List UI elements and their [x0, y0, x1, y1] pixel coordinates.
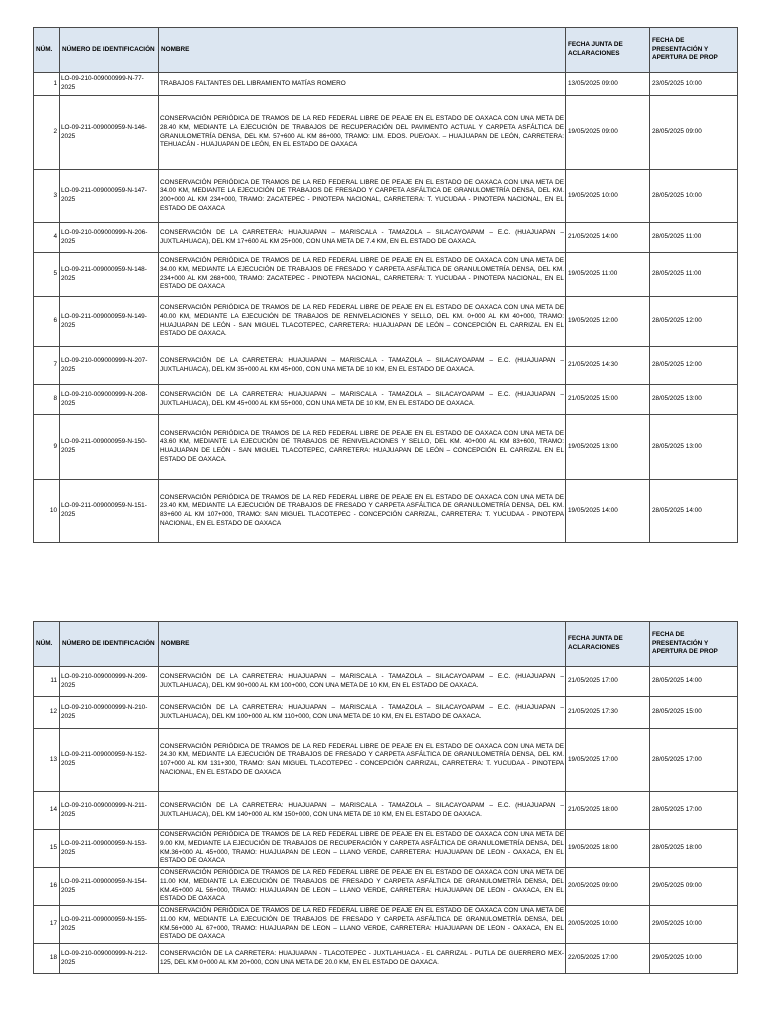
- row-num: 6: [34, 297, 60, 347]
- row-nombre: CONSERVACIÓN PERIÓDICA DE TRAMOS DE LA RED FEDERAL LIBRE DE PEAJE EN EL ESTADO DE OAXACA CON UNA META DE 28.40 KM, MEDIANTE LA EJECUCIÓN DE TRABAJOS DE RECUPERACIÓN DEL PAVIMENTO ACTUAL Y CARPETA ASFÁLTICA DE GRANULOMETRÍA DENSA, DEL KM. 57+600 AL KM 86+000, TRAMO: LIM. EDOS. PUE/OAX. – HUAJUAPAN DE LEÓN, CARRETERA: TEHUACÁN - HUAJUAPAN DE LEÓN, EN EL ESTADO DE OAXACA: [159, 96, 566, 170]
- header-fecha-junta: FECHA JUNTA DE ACLARACIONES: [566, 28, 650, 73]
- table-row: [34, 297, 738, 347]
- row-num: 8: [34, 385, 60, 415]
- table-row: [34, 415, 738, 480]
- row-fecha-apertura: 28/05/2025 09:00: [650, 96, 738, 170]
- table-row: [34, 170, 738, 223]
- row-nombre: CONSERVACIÓN DE LA CARRETERA: HUAJUAPAN – MARISCALA - TAMAZOLA – SILACAYOAPAM – E.C. (HUAJUAPAN – JUXTLAHUACA), DEL KM 90+000 AL KM 100+000, CON UNA META DE 10 KM, EN EL ESTADO DE OAXACA.: [159, 667, 566, 697]
- table-row: [34, 253, 738, 297]
- row-fecha-apertura: 28/05/2025 13:00: [650, 415, 738, 480]
- table-row: [34, 347, 738, 385]
- header-num: NÚM.: [34, 622, 60, 667]
- row-fecha-junta: 21/05/2025 14:30: [566, 347, 650, 385]
- row-id: LO-09-210-009000999-N-77-2025: [60, 73, 159, 96]
- header-num: NÚM.: [34, 28, 60, 73]
- row-num: 17: [34, 906, 60, 944]
- row-id: LO-09-211-009000959-N-153-2025: [60, 830, 159, 868]
- table-row: [34, 223, 738, 253]
- row-id: LO-09-211-009000959-N-151-2025: [60, 480, 159, 543]
- row-nombre: CONSERVACIÓN PERIÓDICA DE TRAMOS DE LA RED FEDERAL LIBRE DE PEAJE EN EL ESTADO DE OAXACA CON UNA META DE 23.40 KM, MEDIANTE LA EJECUCIÓN DE TRABAJOS DE FRESADO Y CARPETA ASFÁLTICA DE GRANULOMETRÍA DENSA, DEL KM. 83+600 AL KM 107+000, TRAMO: SAN MIGUEL TLACOTEPEC - CONCEPCIÓN CARRIZAL, CARRETERA: T. YUCUDAA - PINOTEPA NACIONAL, EN EL ESTADO DE OAXACA: [159, 480, 566, 543]
- row-id: LO-09-211-009000959-N-147-2025: [60, 170, 159, 223]
- row-nombre: CONSERVACIÓN DE LA CARRETERA: HUAJUAPAN – MARISCALA - TAMAZOLA – SILACAYOAPAM – E.C. (HUAJUAPAN – JUXTLAHUACA), DEL KM 100+000 AL KM 110+000, CON UNA META DE 10 KM, EN EL ESTADO DE OAXACA.: [159, 697, 566, 729]
- table-row: [34, 667, 738, 697]
- row-id: LO-09-211-009000959-N-150-2025: [60, 415, 159, 480]
- tenders-table-2: [33, 621, 738, 974]
- row-fecha-apertura: 28/05/2025 11:00: [650, 253, 738, 297]
- row-num: 15: [34, 830, 60, 868]
- row-num: 14: [34, 792, 60, 830]
- row-id: LO-09-211-009000959-N-154-2025: [60, 868, 159, 906]
- header-fecha-presentacion: FECHA DE PRESENTACIÓN Y APERTURA DE PROP: [650, 28, 738, 73]
- row-fecha-junta: 19/05/2025 12:00: [566, 297, 650, 347]
- row-fecha-apertura: 28/05/2025 14:00: [650, 480, 738, 543]
- row-fecha-junta: 19/05/2025 18:00: [566, 830, 650, 868]
- row-num: 18: [34, 944, 60, 974]
- table-row: [34, 868, 738, 906]
- row-fecha-junta: 13/05/2025 09:00: [566, 73, 650, 96]
- row-fecha-apertura: 28/05/2025 17:00: [650, 792, 738, 830]
- table-row: [34, 96, 738, 170]
- row-fecha-apertura: 28/05/2025 15:00: [650, 697, 738, 729]
- row-id: LO-09-211-009000959-N-148-2025: [60, 253, 159, 297]
- row-nombre: CONSERVACIÓN PERIÓDICA DE TRAMOS DE LA RED FEDERAL LIBRE DE PEAJE EN EL ESTADO DE OAXACA CON UNA META DE 34.00 KM, MEDIANTE LA EJECUCIÓN DE TRABAJOS DE FRESADO Y CARPETA ASFÁLTICA DE GRANULOMETRÍA DENSA, DEL KM. 234+000 AL KM 268+000, TRAMO: ZACATEPEC - PINOTEPA NACIONAL, CARRETERA: T. YUCUDAA - PINOTEPA NACIONAL, EN EL ESTADO DE OAXACA: [159, 253, 566, 297]
- table-row: [34, 73, 738, 96]
- row-fecha-junta: 19/05/2025 09:00: [566, 96, 650, 170]
- row-id: LO-09-210-009000999-N-209-2025: [60, 667, 159, 697]
- table-header-row: [34, 28, 738, 73]
- row-nombre: CONSERVACIÓN PERIÓDICA DE TRAMOS DE LA RED FEDERAL LIBRE DE PEAJE EN EL ESTADO DE OAXACA CON UNA META DE 11.00 KM, MEDIANTE LA EJECUCIÓN DE TRABAJOS DE FRESADO Y CARPETA ASFÁLTICA DE GRANULOMETRÍA DENSA, DEL KM.56+000 AL 67+000, TRAMO: HUAJUAPAN DE LEON – LLANO VERDE, CARRETERA: HUAJUAPAN DE LEON - OAXACA, EN EL ESTADO DE OAXACA: [159, 906, 566, 944]
- row-num: 16: [34, 868, 60, 906]
- row-id: LO-09-210-009000999-N-210-2025: [60, 697, 159, 729]
- header-nombre: NOMBRE: [159, 28, 566, 73]
- row-fecha-junta: 22/05/2025 17:00: [566, 944, 650, 974]
- row-nombre: CONSERVACIÓN PERIÓDICA DE TRAMOS DE LA RED FEDERAL LIBRE DE PEAJE EN EL ESTADO DE OAXACA CON UNA META DE 43.60 KM, MEDIANTE LA EJECUCIÓN DE TRABAJOS DE RENIVELACIONES Y SELLO, DEL KM. 40+000 AL KM 83+600, TRAMO: HUAJUAPAN DE LEÓN - SAN MIGUEL TLACOTEPEC, CARRETERA: HUAJUAPAN DE LEÓN – CONCEPCIÓN EL CARRIZAL EN EL ESTADO DE OAXACA.: [159, 415, 566, 480]
- row-nombre: CONSERVACIÓN PERIÓDICA DE TRAMOS DE LA RED FEDERAL LIBRE DE PEAJE EN EL ESTADO DE OAXACA CON UNA META DE 9.00 KM, MEDIANTE LA EJECUCIÓN DE TRABAJOS DE RECUPERACIÓN Y CARPETA ASFÁLTICA DE GRANULOMETRÍA DENSA, DEL KM.36+000 AL 45+000, TRAMO: HUAJUAPAN DE LEON – LLANO VERDE, CARRETERA: HUAJUAPAN DE LEON - OAXACA, EN EL ESTADO DE OAXACA: [159, 830, 566, 868]
- row-nombre: CONSERVACIÓN DE LA CARRETERA: HUAJUAPAN – MARISCALA - TAMAZOLA – SILACAYOAPAM – E.C. (HUAJUAPAN – JUXTLAHUACA), DEL KM 35+000 AL KM 45+000, CON UNA META DE 10 KM, EN EL ESTADO DE OAXACA.: [159, 347, 566, 385]
- row-num: 11: [34, 667, 60, 697]
- row-fecha-junta: 19/05/2025 14:00: [566, 480, 650, 543]
- table-row: [34, 480, 738, 543]
- row-fecha-junta: 19/05/2025 10:00: [566, 170, 650, 223]
- row-nombre: CONSERVACIÓN DE LA CARRETERA: HUAJUAPAN - TLACOTEPEC - JUXTLAHUACA - EL CARRIZAL - PUTLA DE GUERRERO MEX-125, DEL KM 0+000 AL KM 20+000, CON UNA META DE 20.0 KM, EN EL ESTADO DE OAXACA.: [159, 944, 566, 974]
- row-fecha-apertura: 28/05/2025 12:00: [650, 347, 738, 385]
- row-fecha-junta: 21/05/2025 14:00: [566, 223, 650, 253]
- row-fecha-junta: 19/05/2025 13:00: [566, 415, 650, 480]
- header-fecha-junta: FECHA JUNTA DE ACLARACIONES: [566, 622, 650, 667]
- row-nombre: CONSERVACIÓN PERIÓDICA DE TRAMOS DE LA RED FEDERAL LIBRE DE PEAJE EN EL ESTADO DE OAXACA CON UNA META DE 24.30 KM, MEDIANTE LA EJECUCIÓN DE TRABAJOS DE FRESADO Y CARPETA ASFÁLTICA DE GRANULOMETRÍA DENSA, DEL KM. 107+000 AL KM 131+300, TRAMO: SAN MIGUEL TLACOTEPEC - CONCEPCIÓN CARRIZAL, CARRETERA: T. YUCUDAA - PINOTEPA NACIONAL, EN EL ESTADO DE OAXACA: [159, 729, 566, 792]
- tenders-table-1: [33, 27, 738, 543]
- row-fecha-apertura: 29/05/2025 09:00: [650, 868, 738, 906]
- row-fecha-apertura: 28/05/2025 18:00: [650, 830, 738, 868]
- row-fecha-apertura: 28/05/2025 10:00: [650, 170, 738, 223]
- row-fecha-junta: 21/05/2025 17:00: [566, 667, 650, 697]
- table-row: [34, 944, 738, 974]
- row-fecha-apertura: 29/05/2025 10:00: [650, 906, 738, 944]
- row-fecha-apertura: 28/05/2025 12:00: [650, 297, 738, 347]
- row-fecha-junta: 20/05/2025 09:00: [566, 868, 650, 906]
- row-num: 3: [34, 170, 60, 223]
- table-row: [34, 729, 738, 792]
- row-num: 5: [34, 253, 60, 297]
- header-fecha-presentacion: FECHA DE PRESENTACIÓN Y APERTURA DE PROP: [650, 622, 738, 667]
- table-row: [34, 792, 738, 830]
- row-fecha-junta: 19/05/2025 11:00: [566, 253, 650, 297]
- row-id: LO-09-211-009000959-N-146-2025: [60, 96, 159, 170]
- row-id: LO-09-210-009000999-N-211-2025: [60, 792, 159, 830]
- row-fecha-apertura: 28/05/2025 17:00: [650, 729, 738, 792]
- row-id: LO-09-211-009000959-N-149-2025: [60, 297, 159, 347]
- row-fecha-apertura: 28/05/2025 11:00: [650, 223, 738, 253]
- row-id: LO-09-211-009000959-N-152-2025: [60, 729, 159, 792]
- table-row: [34, 830, 738, 868]
- row-id: LO-09-210-009000999-N-207-2025: [60, 347, 159, 385]
- row-num: 2: [34, 96, 60, 170]
- header-id: NÚMERO DE IDENTIFICACIÓN: [60, 622, 159, 667]
- table-header-row: [34, 622, 738, 667]
- row-fecha-apertura: 28/05/2025 13:00: [650, 385, 738, 415]
- row-id: LO-09-211-009000959-N-155-2025: [60, 906, 159, 944]
- row-num: 12: [34, 697, 60, 729]
- row-fecha-apertura: 29/05/2025 10:00: [650, 944, 738, 974]
- row-fecha-junta: 20/05/2025 10:00: [566, 906, 650, 944]
- row-num: 9: [34, 415, 60, 480]
- row-fecha-apertura: 28/05/2025 14:00: [650, 667, 738, 697]
- table-row: [34, 697, 738, 729]
- row-nombre: CONSERVACIÓN PERIÓDICA DE TRAMOS DE LA RED FEDERAL LIBRE DE PEAJE EN EL ESTADO DE OAXACA CON UNA META DE 11.00 KM, MEDIANTE LA EJECUCIÓN DE TRABAJOS DE FRESADO Y CARPETA ASFÁLTICA DE GRANULOMETRÍA DENSA, DEL KM.45+000 AL 56+000, TRAMO: HUAJUAPAN DE LEON – LLANO VERDE, CARRETERA: HUAJUAPAN DE LEON - OAXACA, EN EL ESTADO DE OAXACA: [159, 868, 566, 906]
- row-id: LO-09-210-009000999-N-208-2025: [60, 385, 159, 415]
- row-num: 10: [34, 480, 60, 543]
- row-nombre: CONSERVACIÓN PERIÓDICA DE TRAMOS DE LA RED FEDERAL LIBRE DE PEAJE EN EL ESTADO DE OAXACA CON UNA META DE 34.00 KM, MEDIANTE LA EJECUCIÓN DE TRABAJOS DE FRESADO Y CARPETA ASFÁLTICA DE GRANULOMETRÍA DENSA, DEL KM. 200+000 AL KM 234+000, TRAMO: ZACATEPEC - PINOTEPA NACIONAL, CARRETERA: T. YUCUDAA - PINOTEPA NACIONAL, EN EL ESTADO DE OAXACA: [159, 170, 566, 223]
- row-nombre: CONSERVACIÓN DE LA CARRETERA: HUAJUAPAN – MARISCALA - TAMAZOLA – SILACAYOAPAM – E.C. (HUAJUAPAN – JUXTLAHUACA), DEL KM 45+000 AL KM 55+000, CON UNA META DE 10 KM, EN EL ESTADO DE OAXACA.: [159, 385, 566, 415]
- row-num: 7: [34, 347, 60, 385]
- row-id: LO-09-210-009000999-N-206-2025: [60, 223, 159, 253]
- row-fecha-junta: 21/05/2025 17:30: [566, 697, 650, 729]
- row-nombre: TRABAJOS FALTANTES DEL LIBRAMIENTO MATÍAS ROMERO: [159, 73, 566, 96]
- row-nombre: CONSERVACIÓN DE LA CARRETERA: HUAJUAPAN – MARISCALA - TAMAZOLA – SILACAYOAPAM – E.C. (HUAJUAPAN – JUXTLAHUACA), DEL KM 17+600 AL KM 25+000, CON UNA META DE 7.4 KM, EN EL ESTADO DE OAXACA.: [159, 223, 566, 253]
- row-num: 4: [34, 223, 60, 253]
- header-nombre: NOMBRE: [159, 622, 566, 667]
- row-num: 13: [34, 729, 60, 792]
- row-nombre: CONSERVACIÓN DE LA CARRETERA: HUAJUAPAN – MARISCALA - TAMAZOLA – SILACAYOAPAM – E.C. (HUAJUAPAN – JUXTLAHUACA), DEL KM 140+000 AL KM 150+000, CON UNA META DE 10 KM, EN EL ESTADO DE OAXACA.: [159, 792, 566, 830]
- row-id: LO-09-210-009000999-N-212-2025: [60, 944, 159, 974]
- row-fecha-junta: 21/05/2025 18:00: [566, 792, 650, 830]
- row-num: 1: [34, 73, 60, 96]
- header-id: NÚMERO DE IDENTIFICACIÓN: [60, 28, 159, 73]
- table-row: [34, 906, 738, 944]
- row-fecha-junta: 21/05/2025 15:00: [566, 385, 650, 415]
- table-row: [34, 385, 738, 415]
- row-fecha-junta: 19/05/2025 17:00: [566, 729, 650, 792]
- row-fecha-apertura: 23/05/2025 10:00: [650, 73, 738, 96]
- row-nombre: CONSERVACIÓN PERIÓDICA DE TRAMOS DE LA RED FEDERAL LIBRE DE PEAJE EN EL ESTADO DE OAXACA CON UNA META DE 40.00 KM, MEDIANTE LA EJECUCIÓN DE TRABAJOS DE RENIVELACIONES Y SELLO, DEL KM. 0+000 AL KM 40+000, TRAMO: HUAJUAPAN DE LEÓN - SAN MIGUEL TLACOTEPEC, CARRETERA: HUAJUAPAN DE LEÓN – CONCEPCIÓN EL CARRIZAL EN EL ESTADO DE OAXACA.: [159, 297, 566, 347]
